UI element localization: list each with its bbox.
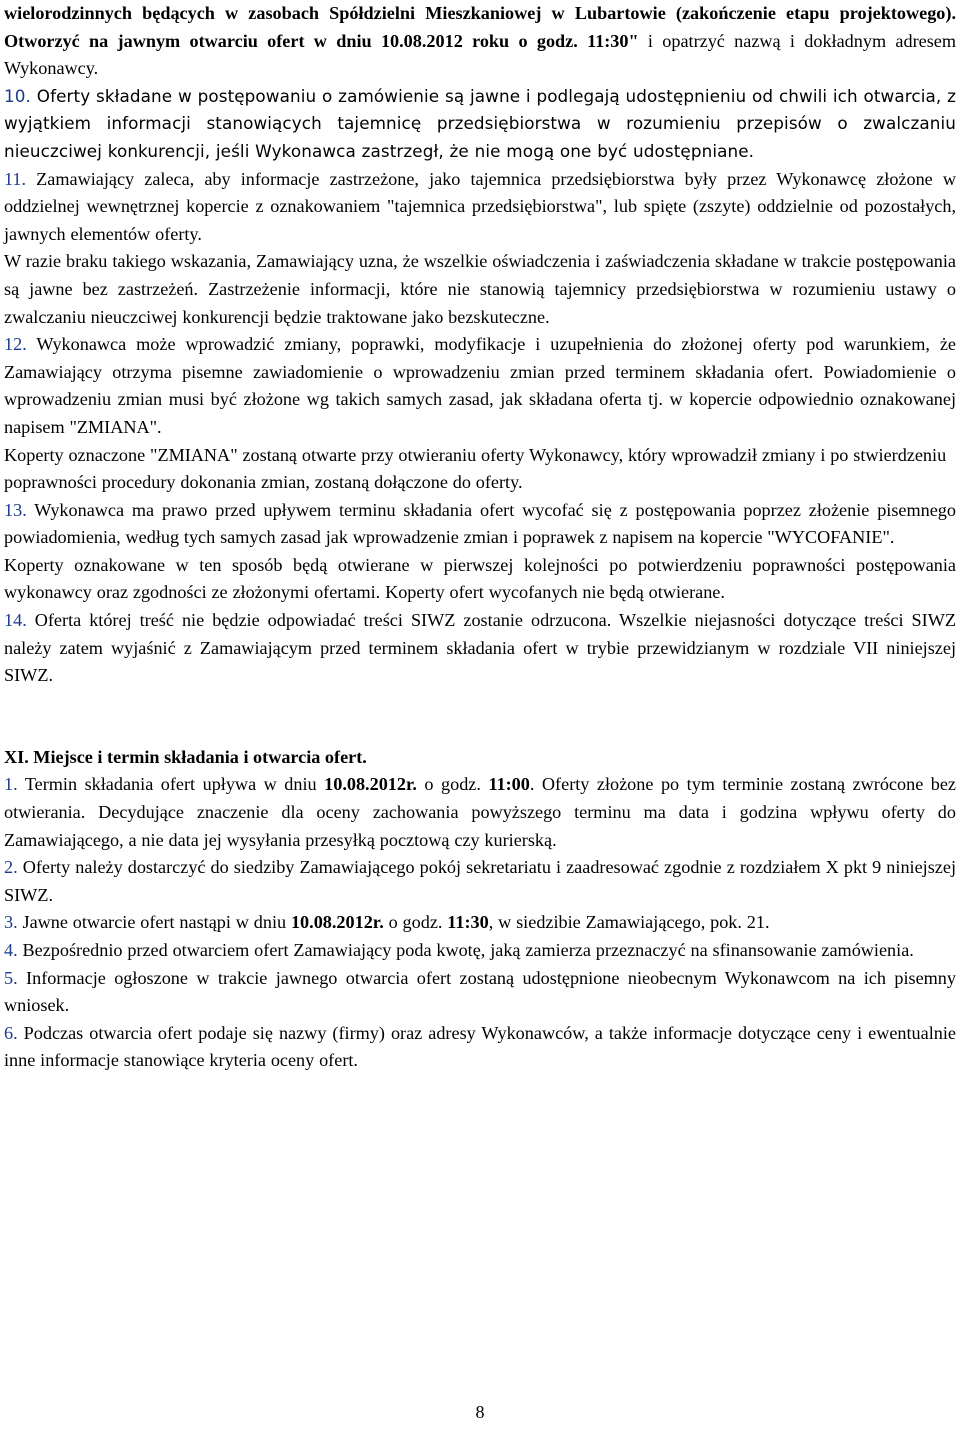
paragraph-text: Oferta której treść nie będzie odpowiadać treści SIWZ zostanie odrzucona. Wszelkie niejasności dotyczące treści SIWZ należy zatem wyjaśnić z Zamawiającym przed terminem składania ofert w trybie przewidzianym w rozdziale VII niniejszej SIWZ.	[4, 610, 956, 686]
paragraph-10	[4, 83, 956, 166]
paragraph-13	[4, 497, 956, 552]
section-item-5	[4, 965, 956, 1020]
paragraph-12-continued: Koperty oznaczone "ZMIANA" zostaną otwarte przy otwieraniu oferty Wykonawcy, który wprowadził zmiany i po stwierdzeniu poprawności procedury dokonania zmian, zostaną dołączone do oferty.	[4, 444, 947, 493]
item-date: 10.08.2012r.	[290, 912, 384, 933]
item-text: , w siedzibie Zamawiającego, pok. 21.	[488, 912, 770, 933]
paragraph-text: Wykonawca może wprowadzić zmiany, poprawki, modyfikacje i uzupełnienia do złożonej oferty pod warunkiem, że Zamawiający otrzyma pisemne zawiadomienie o wprowadzeniu zmian przed terminem składania ofert. Powiadomienie o wprowadzeniu zmian musi być złożone wg takich samych zasad, jak składana oferta tj. w kopercie odpowiednio oznakowanej napisem "ZMIANA".	[4, 334, 956, 437]
document-page	[4, 0, 956, 1075]
item-time: 11:00	[488, 774, 530, 795]
paragraph-number: 14.	[4, 610, 27, 631]
item-text: o godz.	[383, 912, 448, 933]
paragraph-11	[4, 166, 956, 249]
paragraph-11-continued: W razie braku takiego wskazania, Zamawiający uzna, że wszelkie oświadczenia i zaświadczenia składane w trakcie postępowania są jawne bez zastrzeżeń. Zastrzeżenie informacji, które nie stanowią tajemnicy przedsiębiorstwa w rozumieniu ustawy o zwalczaniu nieuczciwej konkurencji będzie traktowane jako bezskuteczne.	[4, 251, 956, 327]
section-item-1	[4, 771, 956, 854]
paragraph-text: Wykonawca ma prawo przed upływem terminu składania ofert wycofać się z postępowania poprzez złożenie pisemnego powiadomienia, według tych samych zasad jak wprowadzenie zmian i poprawek z napisem na kopercie "WYCOFANIE".	[4, 499, 956, 548]
item-number: 3.	[4, 912, 18, 933]
item-text: Jawne otwarcie ofert nastąpi w dniu	[17, 912, 291, 933]
item-time: 11:30	[447, 912, 489, 933]
item-number: 2.	[4, 857, 18, 878]
section-heading: XI. Miejsce i termin składania i otwarcia ofert.	[4, 746, 367, 767]
section-item-2	[4, 854, 956, 909]
item-text: Bezpośrednio przed otwarciem ofert Zamawiający poda kwotę, jaką zamierza przeznaczyć na sfinansowanie zamówienia.	[17, 940, 914, 960]
item-text: o godz.	[416, 774, 489, 795]
section-spacer	[4, 690, 956, 744]
paragraph-number: 13.	[4, 499, 27, 520]
page-number: 8	[475, 1402, 485, 1422]
item-number: 6.	[4, 1022, 18, 1043]
paragraph-12	[4, 331, 956, 441]
section-item-6	[4, 1020, 956, 1075]
intro-bold-text: wielorodzinnych będących w zasobach Spółdzielni Mieszkaniowej w Lubartowie (zakończenie etapu projektowego). Otworzyć na jawnym otwarciu ofert w dniu 10.08.2012 roku o godz. 11:30"	[4, 3, 956, 51]
item-number: 4.	[4, 940, 18, 960]
item-text: . Oferty złożone po tym terminie zostaną zwrócone bez otwierania. Decydujące znaczenie dla oceny zachowania powyższego terminu ma data i godzina wpływu oferty do Zamawiającego, a nie data jej wysyłania przesyłką pocztową czy kurierską.	[4, 774, 957, 850]
item-date: 10.08.2012r.	[324, 774, 417, 795]
section-item-4	[4, 937, 956, 965]
intro-paragraph	[4, 0, 956, 83]
paragraph-text: Oferty składane w postępowaniu o zamówienie są jawne i podlegają udostępnieniu od chwili ich otwarcia, z wyjątkiem informacji stanowiących tajemnicę przedsiębiorstwa w rozumieniu przepisów o zwalczaniu nieuczciwej konkurencji, jeśli Wykonawca zastrzegł, że nie mogą one być udostępniane.	[4, 85, 956, 161]
section-item-3	[4, 909, 956, 937]
item-text: Oferty należy dostarczyć do siedziby Zamawiającego pokój sekretariatu i zaadresować zgodnie z rozdziałem X pkt 9 niniejszej SIWZ.	[4, 857, 956, 905]
paragraph-number: 10.	[4, 85, 31, 106]
paragraph-14	[4, 607, 956, 690]
paragraph-text: Zamawiający zaleca, aby informacje zastrzeżone, jako tajemnica przedsiębiorstwa były przez Wykonawcę złożone w oddzielnej wewnętrznej kopercie z oznakowaniem "tajemnica przedsiębiorstwa", lub spięte (zszyte) oddzielnie od pozostałych, jawnych elementów oferty.	[4, 168, 956, 244]
item-text: Podczas otwarcia ofert podaje się nazwy (firmy) oraz adresy Wykonawców, a także informacje dotyczące ceny i ewentualnie inne informacje stanowiące kryteria oceny ofert.	[4, 1022, 956, 1071]
intro-text: i opatrzyć nazwą i dokładnym adresem Wykonawcy.	[4, 30, 956, 79]
item-text: Informacje ogłoszone w trakcie jawnego otwarcia ofert zostaną udostępnione nieobecnym Wykonawcom na ich pisemny wniosek.	[4, 967, 956, 1016]
item-number: 1.	[4, 774, 18, 795]
paragraph-number: 11.	[4, 168, 27, 189]
paragraph-number: 12.	[4, 334, 27, 355]
paragraph-13-continued: Koperty oznakowane w ten sposób będą otwierane w pierwszej kolejności po potwierdzeniu poprawności postępowania wykonawcy oraz zgodności ze złożonymi ofertami. Koperty ofert wycofanych nie będą otwierane.	[4, 554, 956, 603]
item-text: Termin składania ofert upływa w dniu	[17, 774, 325, 795]
item-number: 5.	[4, 967, 18, 988]
